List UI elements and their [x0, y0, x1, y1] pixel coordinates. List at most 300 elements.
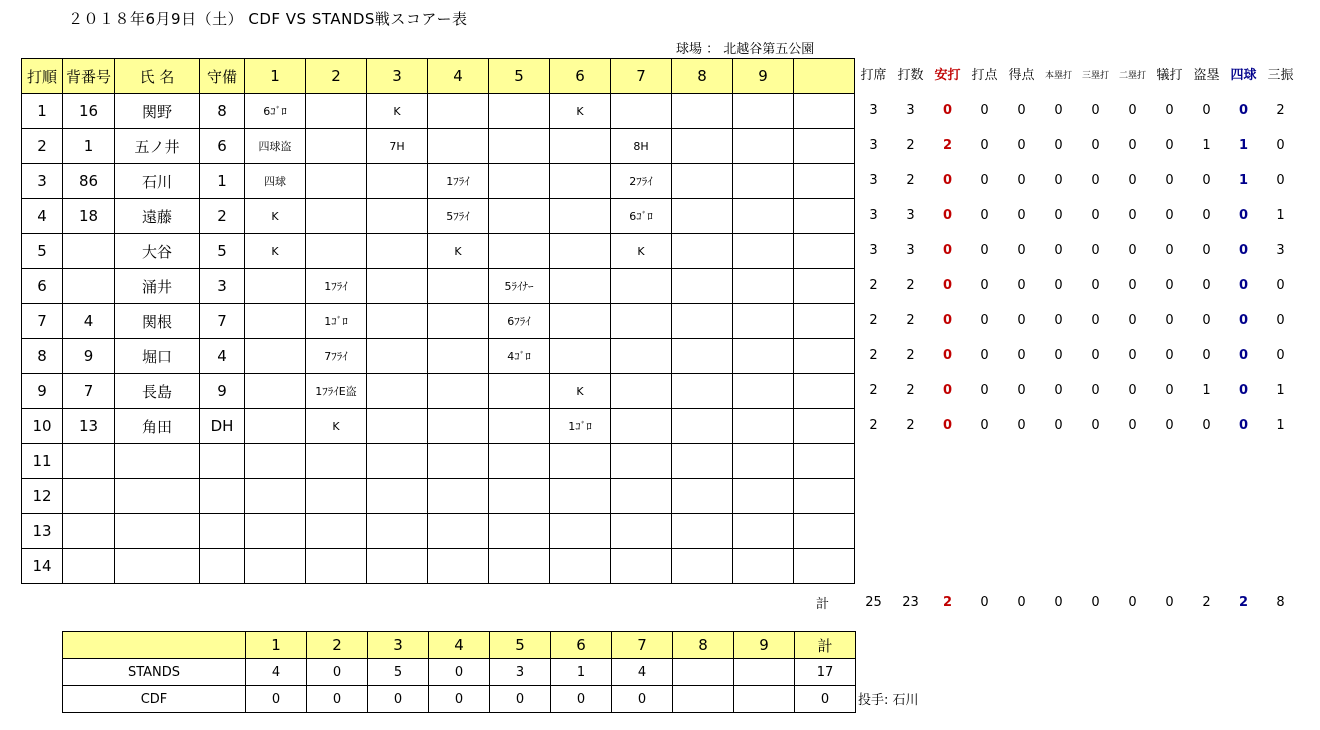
stats-value: 0	[1276, 138, 1285, 153]
stats-value: 0	[1091, 103, 1100, 118]
stats-value: 0	[1238, 313, 1249, 328]
at-bat-result	[245, 479, 306, 514]
at-bat-result	[733, 269, 794, 304]
stats-value: 0	[1017, 348, 1026, 363]
stats-header-cell: 得点	[1008, 68, 1035, 83]
scorecard-header-cell: 5	[489, 59, 550, 94]
at-bat-result	[672, 549, 733, 584]
extra-cell	[794, 269, 855, 304]
uniform-number: 13	[63, 409, 115, 444]
inning-runs: 0	[429, 659, 490, 686]
at-bat-result: 四球盗	[245, 129, 306, 164]
at-bat-result	[611, 94, 672, 129]
player-name: 遠藤	[115, 199, 200, 234]
at-bat-result	[611, 304, 672, 339]
at-bat-result	[611, 409, 672, 444]
stats-header-cell: 犠打	[1156, 68, 1183, 83]
stats-value: 0	[1017, 103, 1026, 118]
stats-value: 0	[1128, 383, 1137, 398]
stats-header-cell: 三振	[1267, 68, 1294, 83]
scorecard-row	[22, 374, 855, 409]
stats-value: 0	[980, 208, 989, 223]
stats-value: 0	[942, 348, 953, 363]
batting-order: 13	[22, 514, 63, 549]
at-bat-result	[733, 304, 794, 339]
stats-value: 2	[1276, 103, 1285, 118]
at-bat-result: 1ｺﾞﾛ	[306, 304, 367, 339]
at-bat-result: 2ﾌﾗｲ	[611, 164, 672, 199]
at-bat-result	[489, 199, 550, 234]
inning-runs: 0	[307, 659, 368, 686]
at-bat-result	[672, 514, 733, 549]
stats-value: 0	[1091, 418, 1100, 433]
stats-value: 0	[1165, 243, 1174, 258]
linescore-header-cell: 6	[551, 632, 612, 659]
stats-value: 0	[1128, 313, 1137, 328]
player-name	[115, 479, 200, 514]
stats-value: 2	[869, 383, 878, 398]
at-bat-result	[611, 269, 672, 304]
at-bat-result	[733, 409, 794, 444]
at-bat-result	[489, 374, 550, 409]
stats-header-cell: 打席	[860, 68, 887, 83]
at-bat-result: 6ｺﾞﾛ	[245, 94, 306, 129]
at-bat-result	[611, 549, 672, 584]
stats-value: 0	[980, 418, 989, 433]
page-title: ２０１８年6月9日（土） CDF VS STANDS戦スコアー表	[68, 10, 468, 28]
at-bat-result	[489, 444, 550, 479]
at-bat-result	[550, 444, 611, 479]
stats-value: 0	[980, 383, 989, 398]
stats-row	[855, 303, 1299, 338]
stats-value: 0	[1238, 278, 1249, 293]
at-bat-result	[550, 199, 611, 234]
stats-value: 0	[1276, 173, 1285, 188]
at-bat-result	[733, 234, 794, 269]
inning-runs: 0	[307, 686, 368, 713]
stats-value: 2	[906, 278, 915, 293]
pitcher-note: 投手: 石川	[858, 693, 919, 708]
inning-runs: 0	[551, 686, 612, 713]
at-bat-result	[367, 164, 428, 199]
fielding-position	[200, 514, 245, 549]
inning-runs: 0	[429, 686, 490, 713]
team-name: CDF	[63, 686, 246, 713]
stats-value: 2	[869, 348, 878, 363]
scorecard-row	[22, 129, 855, 164]
linescore-row	[63, 686, 856, 713]
extra-cell	[794, 549, 855, 584]
at-bat-result: 7H	[367, 129, 428, 164]
stats-value: 0	[1202, 243, 1211, 258]
player-name	[115, 549, 200, 584]
at-bat-result: 5ﾗｲﾅｰ	[489, 269, 550, 304]
at-bat-result	[306, 444, 367, 479]
stats-value: 0	[1054, 138, 1063, 153]
total-runs: 17	[795, 659, 856, 686]
at-bat-result	[367, 304, 428, 339]
at-bat-result	[428, 339, 489, 374]
stats-value: 3	[869, 103, 878, 118]
scorecard-row	[22, 514, 855, 549]
stats-value: 0	[1017, 138, 1026, 153]
stats-value: 0	[1276, 313, 1285, 328]
at-bat-result: K	[245, 199, 306, 234]
stats-value: 0	[942, 173, 953, 188]
totals-value: 8	[1276, 594, 1285, 610]
stats-value: 3	[1276, 243, 1285, 258]
at-bat-result	[550, 339, 611, 374]
extra-cell	[794, 199, 855, 234]
stats-row	[855, 128, 1299, 163]
at-bat-result	[428, 549, 489, 584]
stats-value: 0	[1091, 348, 1100, 363]
at-bat-result	[306, 129, 367, 164]
at-bat-result	[367, 514, 428, 549]
stats-row	[855, 408, 1299, 443]
fielding-position: 6	[200, 129, 245, 164]
at-bat-result	[245, 339, 306, 374]
totals-label: 計	[816, 596, 830, 612]
fielding-position: 9	[200, 374, 245, 409]
inning-runs: 4	[246, 659, 307, 686]
at-bat-result	[672, 444, 733, 479]
scorecard-row	[22, 409, 855, 444]
inning-runs	[673, 659, 734, 686]
at-bat-result	[306, 479, 367, 514]
scorecard-header-cell	[794, 59, 855, 94]
totals-value: 23	[902, 594, 919, 610]
stats-value: 3	[869, 138, 878, 153]
at-bat-result: 4ｺﾞﾛ	[489, 339, 550, 374]
stats-value: 0	[1054, 278, 1063, 293]
at-bat-result	[428, 129, 489, 164]
scorecard-header-cell: 7	[611, 59, 672, 94]
stats-value: 0	[1091, 383, 1100, 398]
at-bat-result	[550, 549, 611, 584]
stats-value: 1	[1238, 138, 1249, 153]
team-name: STANDS	[63, 659, 246, 686]
stats-row	[855, 338, 1299, 373]
at-bat-result: K	[611, 234, 672, 269]
at-bat-result	[428, 479, 489, 514]
player-name	[115, 444, 200, 479]
stats-value: 0	[1165, 138, 1174, 153]
at-bat-result	[611, 479, 672, 514]
linescore-header-cell: 8	[673, 632, 734, 659]
linescore-header-cell: 9	[734, 632, 795, 659]
venue-label: 球場 ：	[676, 42, 720, 57]
at-bat-result	[611, 444, 672, 479]
at-bat-result	[550, 479, 611, 514]
extra-cell	[794, 339, 855, 374]
fielding-position: 3	[200, 269, 245, 304]
stats-value: 0	[1276, 278, 1285, 293]
fielding-position	[200, 479, 245, 514]
linescore-header-cell: 3	[368, 632, 429, 659]
stats-value: 0	[1128, 348, 1137, 363]
stats-value: 0	[1017, 418, 1026, 433]
at-bat-result	[428, 409, 489, 444]
at-bat-result	[550, 164, 611, 199]
totals-value: 2	[1202, 594, 1211, 610]
scorecard-row	[22, 164, 855, 199]
at-bat-result	[245, 409, 306, 444]
scorecard-header-cell: 9	[733, 59, 794, 94]
scorecard-row	[22, 549, 855, 584]
stats-value: 0	[1165, 173, 1174, 188]
batting-order: 3	[22, 164, 63, 199]
at-bat-result	[733, 479, 794, 514]
stats-value: 0	[1202, 173, 1211, 188]
at-bat-result	[367, 234, 428, 269]
stats-header-row	[855, 58, 1299, 93]
stats-header-cell: 安打	[934, 68, 961, 83]
at-bat-result: 1ﾌﾗｲ	[306, 269, 367, 304]
stats-header-cell: 打点	[971, 68, 998, 83]
stats-value: 0	[1165, 383, 1174, 398]
totals-value: 0	[1017, 594, 1026, 610]
scorecard-header-cell: 背番号	[63, 59, 115, 94]
linescore-header-cell: 7	[612, 632, 673, 659]
scorecard-header-row	[22, 59, 855, 94]
player-name: 角田	[115, 409, 200, 444]
at-bat-result	[733, 444, 794, 479]
stats-value: 0	[1238, 348, 1249, 363]
at-bat-result	[672, 234, 733, 269]
at-bat-result	[367, 409, 428, 444]
stats-value: 0	[1238, 383, 1249, 398]
inning-runs	[734, 686, 795, 713]
player-name	[115, 514, 200, 549]
stats-value: 0	[1202, 348, 1211, 363]
linescore-header-cell: 5	[490, 632, 551, 659]
extra-cell	[794, 234, 855, 269]
extra-cell	[794, 129, 855, 164]
scorecard-header-cell: 打順	[22, 59, 63, 94]
stats-header-cell: 三塁打	[1081, 71, 1109, 81]
stats-value: 0	[1165, 208, 1174, 223]
at-bat-result	[428, 444, 489, 479]
stats-row	[855, 233, 1299, 268]
stats-value: 0	[980, 348, 989, 363]
at-bat-result	[611, 514, 672, 549]
stats-value: 0	[1091, 278, 1100, 293]
scorecard-row	[22, 94, 855, 129]
stats-header-cell: 盗塁	[1193, 68, 1220, 83]
stats-value: 0	[1128, 243, 1137, 258]
linescore-header-cell: 2	[307, 632, 368, 659]
totals-value: 2	[1238, 594, 1249, 610]
at-bat-result	[672, 199, 733, 234]
uniform-number	[63, 549, 115, 584]
stats-value: 0	[1017, 278, 1026, 293]
stats-value: 0	[1276, 348, 1285, 363]
fielding-position: 7	[200, 304, 245, 339]
at-bat-result	[733, 164, 794, 199]
at-bat-result	[367, 444, 428, 479]
at-bat-result: 1ｺﾞﾛ	[550, 409, 611, 444]
at-bat-result	[672, 269, 733, 304]
stats-value: 2	[906, 138, 915, 153]
at-bat-result: K	[245, 234, 306, 269]
totals-value: 0	[1054, 594, 1063, 610]
at-bat-result	[550, 269, 611, 304]
at-bat-result: K	[550, 94, 611, 129]
stats-header-cell: 打数	[897, 68, 924, 83]
at-bat-result	[489, 234, 550, 269]
stats-header-cell: 本塁打	[1044, 71, 1072, 81]
totals-value: 2	[942, 594, 953, 610]
fielding-position: 4	[200, 339, 245, 374]
uniform-number	[63, 444, 115, 479]
at-bat-result: 8H	[611, 129, 672, 164]
inning-runs: 0	[612, 686, 673, 713]
at-bat-result	[672, 304, 733, 339]
uniform-number: 18	[63, 199, 115, 234]
at-bat-result: 6ﾌﾗｲ	[489, 304, 550, 339]
at-bat-result: 5ﾌﾗｲ	[428, 199, 489, 234]
scorecard-header-cell: 3	[367, 59, 428, 94]
stats-header-cell: 二塁打	[1118, 71, 1146, 81]
stats-value: 1	[1276, 383, 1285, 398]
batting-order: 4	[22, 199, 63, 234]
stats-value: 2	[942, 138, 953, 153]
at-bat-result	[245, 549, 306, 584]
stats-value: 0	[1017, 208, 1026, 223]
uniform-number: 1	[63, 129, 115, 164]
fielding-position: 2	[200, 199, 245, 234]
stats-value: 0	[980, 278, 989, 293]
stats-value: 0	[1202, 278, 1211, 293]
at-bat-result	[672, 374, 733, 409]
fielding-position	[200, 444, 245, 479]
at-bat-result	[672, 339, 733, 374]
totals-value: 25	[865, 594, 882, 610]
at-bat-result	[733, 94, 794, 129]
at-bat-result	[245, 304, 306, 339]
inning-runs: 0	[246, 686, 307, 713]
stats-value: 2	[869, 278, 878, 293]
at-bat-result	[306, 164, 367, 199]
stats-value: 0	[1054, 103, 1063, 118]
stats-value: 2	[869, 418, 878, 433]
venue	[676, 38, 814, 57]
venue-name: 北越谷第五公園	[723, 42, 815, 57]
at-bat-result	[245, 374, 306, 409]
scorecard-header-cell: 4	[428, 59, 489, 94]
stats-row	[855, 373, 1299, 408]
stats-value: 0	[980, 313, 989, 328]
stats-value: 0	[1054, 383, 1063, 398]
stats-value: 0	[980, 243, 989, 258]
scorecard-header-cell: 8	[672, 59, 733, 94]
stats-value: 0	[1165, 278, 1174, 293]
at-bat-result	[367, 549, 428, 584]
at-bat-result: K	[428, 234, 489, 269]
at-bat-result	[611, 374, 672, 409]
at-bat-result	[489, 549, 550, 584]
extra-cell	[794, 374, 855, 409]
player-name: 五ノ井	[115, 129, 200, 164]
stats-value: 0	[1091, 138, 1100, 153]
uniform-number: 7	[63, 374, 115, 409]
at-bat-result	[733, 129, 794, 164]
at-bat-result	[672, 164, 733, 199]
stats-value: 3	[869, 243, 878, 258]
batting-order: 1	[22, 94, 63, 129]
at-bat-result	[489, 129, 550, 164]
scorecard-row	[22, 339, 855, 374]
inning-runs	[734, 659, 795, 686]
scorecard-row	[22, 444, 855, 479]
stats-value: 2	[869, 313, 878, 328]
stats-value: 0	[942, 103, 953, 118]
batting-order: 12	[22, 479, 63, 514]
stats-value: 0	[1128, 278, 1137, 293]
stats-value: 0	[1054, 243, 1063, 258]
scorecard-table	[21, 58, 855, 584]
at-bat-result: 6ｺﾞﾛ	[611, 199, 672, 234]
at-bat-result	[428, 94, 489, 129]
stats-value: 0	[1165, 418, 1174, 433]
stats-value: 0	[1165, 313, 1174, 328]
extra-cell	[794, 514, 855, 549]
at-bat-result	[733, 549, 794, 584]
stats-value: 0	[1128, 103, 1137, 118]
inning-runs: 4	[612, 659, 673, 686]
stats-value: 0	[1054, 348, 1063, 363]
at-bat-result	[245, 514, 306, 549]
at-bat-result	[611, 339, 672, 374]
stats-value: 0	[942, 418, 953, 433]
at-bat-result	[672, 479, 733, 514]
stats-value: 0	[1165, 103, 1174, 118]
stats-value: 0	[1054, 173, 1063, 188]
at-bat-result	[489, 514, 550, 549]
linescore-table	[62, 631, 856, 713]
player-name: 堀口	[115, 339, 200, 374]
at-bat-result	[733, 199, 794, 234]
stats-value: 0	[1202, 313, 1211, 328]
stats-value: 0	[1091, 243, 1100, 258]
total-runs: 0	[795, 686, 856, 713]
stats-value: 1	[1238, 173, 1249, 188]
at-bat-result	[550, 234, 611, 269]
at-bat-result: 四球	[245, 164, 306, 199]
scorecard-header-cell: 1	[245, 59, 306, 94]
scorecard-row	[22, 304, 855, 339]
uniform-number	[63, 479, 115, 514]
stats-value: 2	[906, 348, 915, 363]
scorecard-header-cell: 2	[306, 59, 367, 94]
at-bat-result: 1ﾌﾗｲE盗	[306, 374, 367, 409]
stats-value: 3	[906, 103, 915, 118]
linescore-header-row	[63, 632, 856, 659]
extra-cell	[794, 304, 855, 339]
at-bat-result: K	[367, 94, 428, 129]
stats-value: 0	[1128, 138, 1137, 153]
stats-value: 0	[1017, 243, 1026, 258]
scorecard-header-cell: 氏 名	[115, 59, 200, 94]
extra-cell	[794, 94, 855, 129]
uniform-number	[63, 234, 115, 269]
uniform-number	[63, 269, 115, 304]
fielding-position: 5	[200, 234, 245, 269]
extra-cell	[794, 409, 855, 444]
scorecard-header-cell: 6	[550, 59, 611, 94]
stats-value: 0	[1091, 208, 1100, 223]
